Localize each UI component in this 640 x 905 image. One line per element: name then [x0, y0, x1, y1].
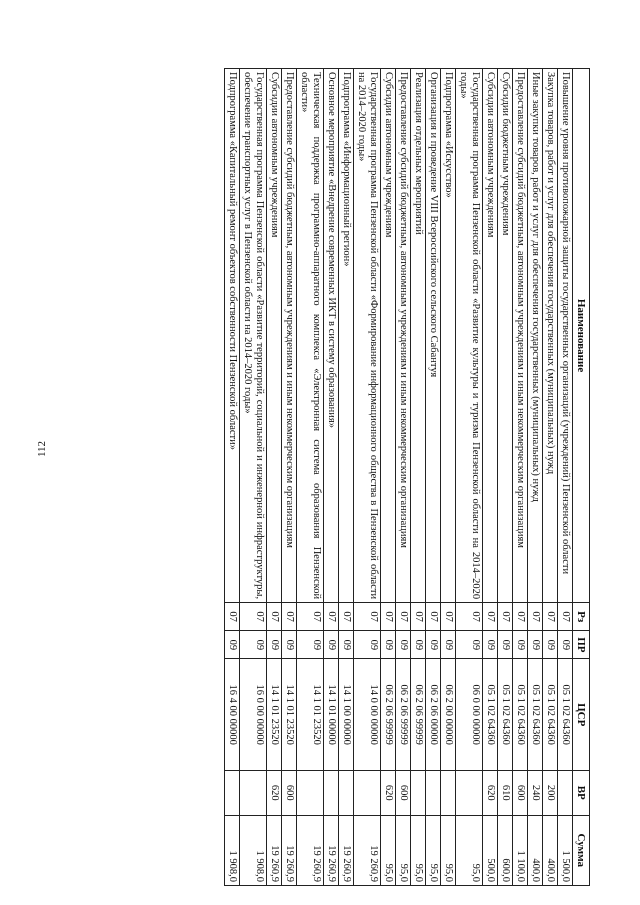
cell-vr: 600: [513, 770, 528, 815]
cell-csr: 06 2 06 99999: [381, 659, 396, 771]
table-row: [498, 69, 513, 886]
cell-sum: 19 260,9: [282, 815, 297, 885]
cell-rz: 07: [426, 603, 441, 631]
cell-sum: 600,0: [498, 815, 513, 885]
header-pr: ПР: [573, 631, 590, 659]
cell-vr: 610: [498, 770, 513, 815]
cell-vr: [324, 770, 339, 815]
cell-pr: 09: [513, 631, 528, 659]
cell-pr: 09: [498, 631, 513, 659]
cell-name: Субсидии автономным учреждениям: [267, 69, 282, 603]
cell-rz: 07: [441, 603, 456, 631]
cell-pr: 09: [558, 631, 573, 659]
cell-sum: 500,0: [483, 815, 498, 885]
cell-pr: 09: [339, 631, 354, 659]
table-row: [456, 69, 483, 886]
cell-csr: 14 1 01 23520: [282, 659, 297, 771]
cell-csr: 16 4 00 00000: [225, 659, 240, 771]
cell-vr: [339, 770, 354, 815]
cell-rz: 07: [498, 603, 513, 631]
cell-name: Основное мероприятие «Внедрение современных ИКТ в систему образования»: [324, 69, 339, 603]
table-row: [339, 69, 354, 886]
table-row: [324, 69, 339, 886]
cell-name: Подпрограмма «Капитальный ремонт объектов собственности Пензенской области»: [225, 69, 240, 603]
cell-name: Государственная программа Пензенской области «Развитие культуры и туризма Пензенской области на 2014–2020 годы»: [456, 69, 483, 603]
cell-rz: 07: [267, 603, 282, 631]
cell-sum: 95,0: [456, 815, 483, 885]
cell-rz: 07: [543, 603, 558, 631]
cell-vr: 200: [543, 770, 558, 815]
cell-sum: 95,0: [396, 815, 411, 885]
cell-pr: 09: [240, 631, 267, 659]
header-vr: ВР: [573, 770, 590, 815]
cell-sum: 19 260,9: [339, 815, 354, 885]
table-row: [282, 69, 297, 886]
cell-name: Государственная программа Пензенской области «Формирование информационного общества в Пензенской области на 2014–2020 годы»: [354, 69, 381, 603]
cell-rz: 07: [483, 603, 498, 631]
cell-pr: 09: [411, 631, 426, 659]
cell-vr: [240, 770, 267, 815]
cell-csr: 05 1 02 64360: [543, 659, 558, 771]
cell-pr: 09: [324, 631, 339, 659]
table-body: [225, 69, 573, 886]
cell-pr: 09: [441, 631, 456, 659]
cell-sum: 400,0: [528, 815, 543, 885]
cell-name: Повышение уровня противопожарной защиты государственных организаций (учреждений) Пензенской области: [558, 69, 573, 603]
page-number: 112: [36, 440, 49, 458]
cell-sum: 1 500,0: [558, 815, 573, 885]
cell-csr: 14 1 00 00000: [339, 659, 354, 771]
table-row: [543, 69, 558, 886]
cell-pr: 09: [282, 631, 297, 659]
table-row: [225, 69, 240, 886]
cell-sum: 95,0: [426, 815, 441, 885]
budget-table: [224, 68, 590, 886]
cell-rz: 07: [528, 603, 543, 631]
cell-csr: 06 2 06 99999: [396, 659, 411, 771]
cell-name: Предоставление субсидий бюджетным, автономным учреждениям и иным некоммерческим организациям: [396, 69, 411, 603]
cell-pr: 09: [225, 631, 240, 659]
cell-name: Предоставление субсидий бюджетным, автономным учреждениям и иным некоммерческим организациям: [282, 69, 297, 603]
cell-rz: 07: [324, 603, 339, 631]
header-csr: ЦСР: [573, 659, 590, 771]
cell-vr: 620: [267, 770, 282, 815]
cell-pr: 09: [528, 631, 543, 659]
cell-vr: 600: [282, 770, 297, 815]
cell-pr: 09: [483, 631, 498, 659]
cell-pr: 09: [267, 631, 282, 659]
cell-vr: 620: [381, 770, 396, 815]
cell-rz: 07: [240, 603, 267, 631]
cell-sum: 19 260,9: [324, 815, 339, 885]
cell-sum: 1 908,0: [240, 815, 267, 885]
cell-rz: 07: [411, 603, 426, 631]
header-name: Наименование: [573, 69, 590, 603]
cell-pr: 09: [381, 631, 396, 659]
table-row: [558, 69, 573, 886]
cell-csr: 06 2 00 00000: [441, 659, 456, 771]
table-row: [426, 69, 441, 886]
cell-csr: 05 1 02 64360: [513, 659, 528, 771]
cell-name: Организация и проведение VIII Всероссийского сельского Сабантуя: [426, 69, 441, 603]
cell-vr: 620: [483, 770, 498, 815]
cell-csr: 05 1 02 64360: [498, 659, 513, 771]
cell-csr: 14 0 00 00000: [354, 659, 381, 771]
cell-csr: 06 2 06 00000: [426, 659, 441, 771]
cell-vr: [456, 770, 483, 815]
cell-rz: 07: [225, 603, 240, 631]
cell-sum: 95,0: [381, 815, 396, 885]
cell-rz: 07: [396, 603, 411, 631]
cell-vr: [225, 770, 240, 815]
cell-sum: 1 100,0: [513, 815, 528, 885]
cell-name: Субсидии бюджетным учреждениям: [498, 69, 513, 603]
cell-sum: 19 260,9: [297, 815, 324, 885]
cell-name: Субсидии автономным учреждениям: [483, 69, 498, 603]
cell-csr: 06 0 00 00000: [456, 659, 483, 771]
cell-vr: 600: [396, 770, 411, 815]
cell-name: Закупка товаров, работ и услуг для обеспечения государственных (муниципальных) нужд: [543, 69, 558, 603]
table-row: [396, 69, 411, 886]
cell-name: Техническая поддержка программно-аппаратного комплекса «Электронная система образования Пензенской области»: [297, 69, 324, 603]
table-row: [267, 69, 282, 886]
cell-name: Подпрограмма «Искусство»: [441, 69, 456, 603]
cell-pr: 09: [456, 631, 483, 659]
table-row: [528, 69, 543, 886]
cell-csr: 14 1 01 00000: [324, 659, 339, 771]
cell-csr: 05 1 02 64360: [483, 659, 498, 771]
cell-name: Иные закупки товаров, работ и услуг для обеспечения государственных (муниципальных) нужд: [528, 69, 543, 603]
rotated-page: [224, 68, 590, 886]
cell-name: Предоставление субсидий бюджетным, автономным учреждениям и иным некоммерческим организациям: [513, 69, 528, 603]
cell-rz: 07: [558, 603, 573, 631]
table-row: [411, 69, 426, 886]
table-row: [354, 69, 381, 886]
table-row: [381, 69, 396, 886]
cell-vr: [411, 770, 426, 815]
cell-pr: 09: [396, 631, 411, 659]
cell-sum: 400,0: [543, 815, 558, 885]
cell-vr: [297, 770, 324, 815]
table-row: [297, 69, 324, 886]
header-rz: Рз: [573, 603, 590, 631]
cell-sum: 95,0: [411, 815, 426, 885]
cell-csr: 05 1 02 64360: [558, 659, 573, 771]
cell-vr: [558, 770, 573, 815]
table-row: [441, 69, 456, 886]
cell-name: Подпрограмма «Информационный регион»: [339, 69, 354, 603]
cell-rz: 07: [381, 603, 396, 631]
cell-sum: 95,0: [441, 815, 456, 885]
cell-csr: 14 1 01 23520: [267, 659, 282, 771]
cell-vr: [354, 770, 381, 815]
table-row: [483, 69, 498, 886]
cell-name: Государственная программа Пензенской области «Развитие территорий, социальной и инженерной инфраструктуры, обеспечение транспортных услуг в Пензенской области на 2014–2020 годы»: [240, 69, 267, 603]
cell-pr: 09: [426, 631, 441, 659]
cell-rz: 07: [297, 603, 324, 631]
cell-vr: [426, 770, 441, 815]
table-row: [240, 69, 267, 886]
cell-rz: 07: [513, 603, 528, 631]
cell-csr: 16 0 00 00000: [240, 659, 267, 771]
cell-name: Субсидии автономным учреждениям: [381, 69, 396, 603]
cell-pr: 09: [297, 631, 324, 659]
cell-rz: 07: [354, 603, 381, 631]
cell-sum: 19 260,9: [354, 815, 381, 885]
table-header-row: [573, 69, 590, 886]
table-row: [513, 69, 528, 886]
cell-vr: [441, 770, 456, 815]
header-sum: Сумма: [573, 815, 590, 885]
cell-rz: 07: [339, 603, 354, 631]
cell-rz: 07: [456, 603, 483, 631]
cell-rz: 07: [282, 603, 297, 631]
cell-csr: 14 1 01 23520: [297, 659, 324, 771]
cell-sum: 19 260,9: [267, 815, 282, 885]
cell-csr: 06 2 06 99999: [411, 659, 426, 771]
cell-pr: 09: [543, 631, 558, 659]
cell-name: Реализация отдельных мероприятий: [411, 69, 426, 603]
cell-vr: 240: [528, 770, 543, 815]
cell-pr: 09: [354, 631, 381, 659]
cell-csr: 05 1 02 64360: [528, 659, 543, 771]
cell-sum: 1 908,0: [225, 815, 240, 885]
